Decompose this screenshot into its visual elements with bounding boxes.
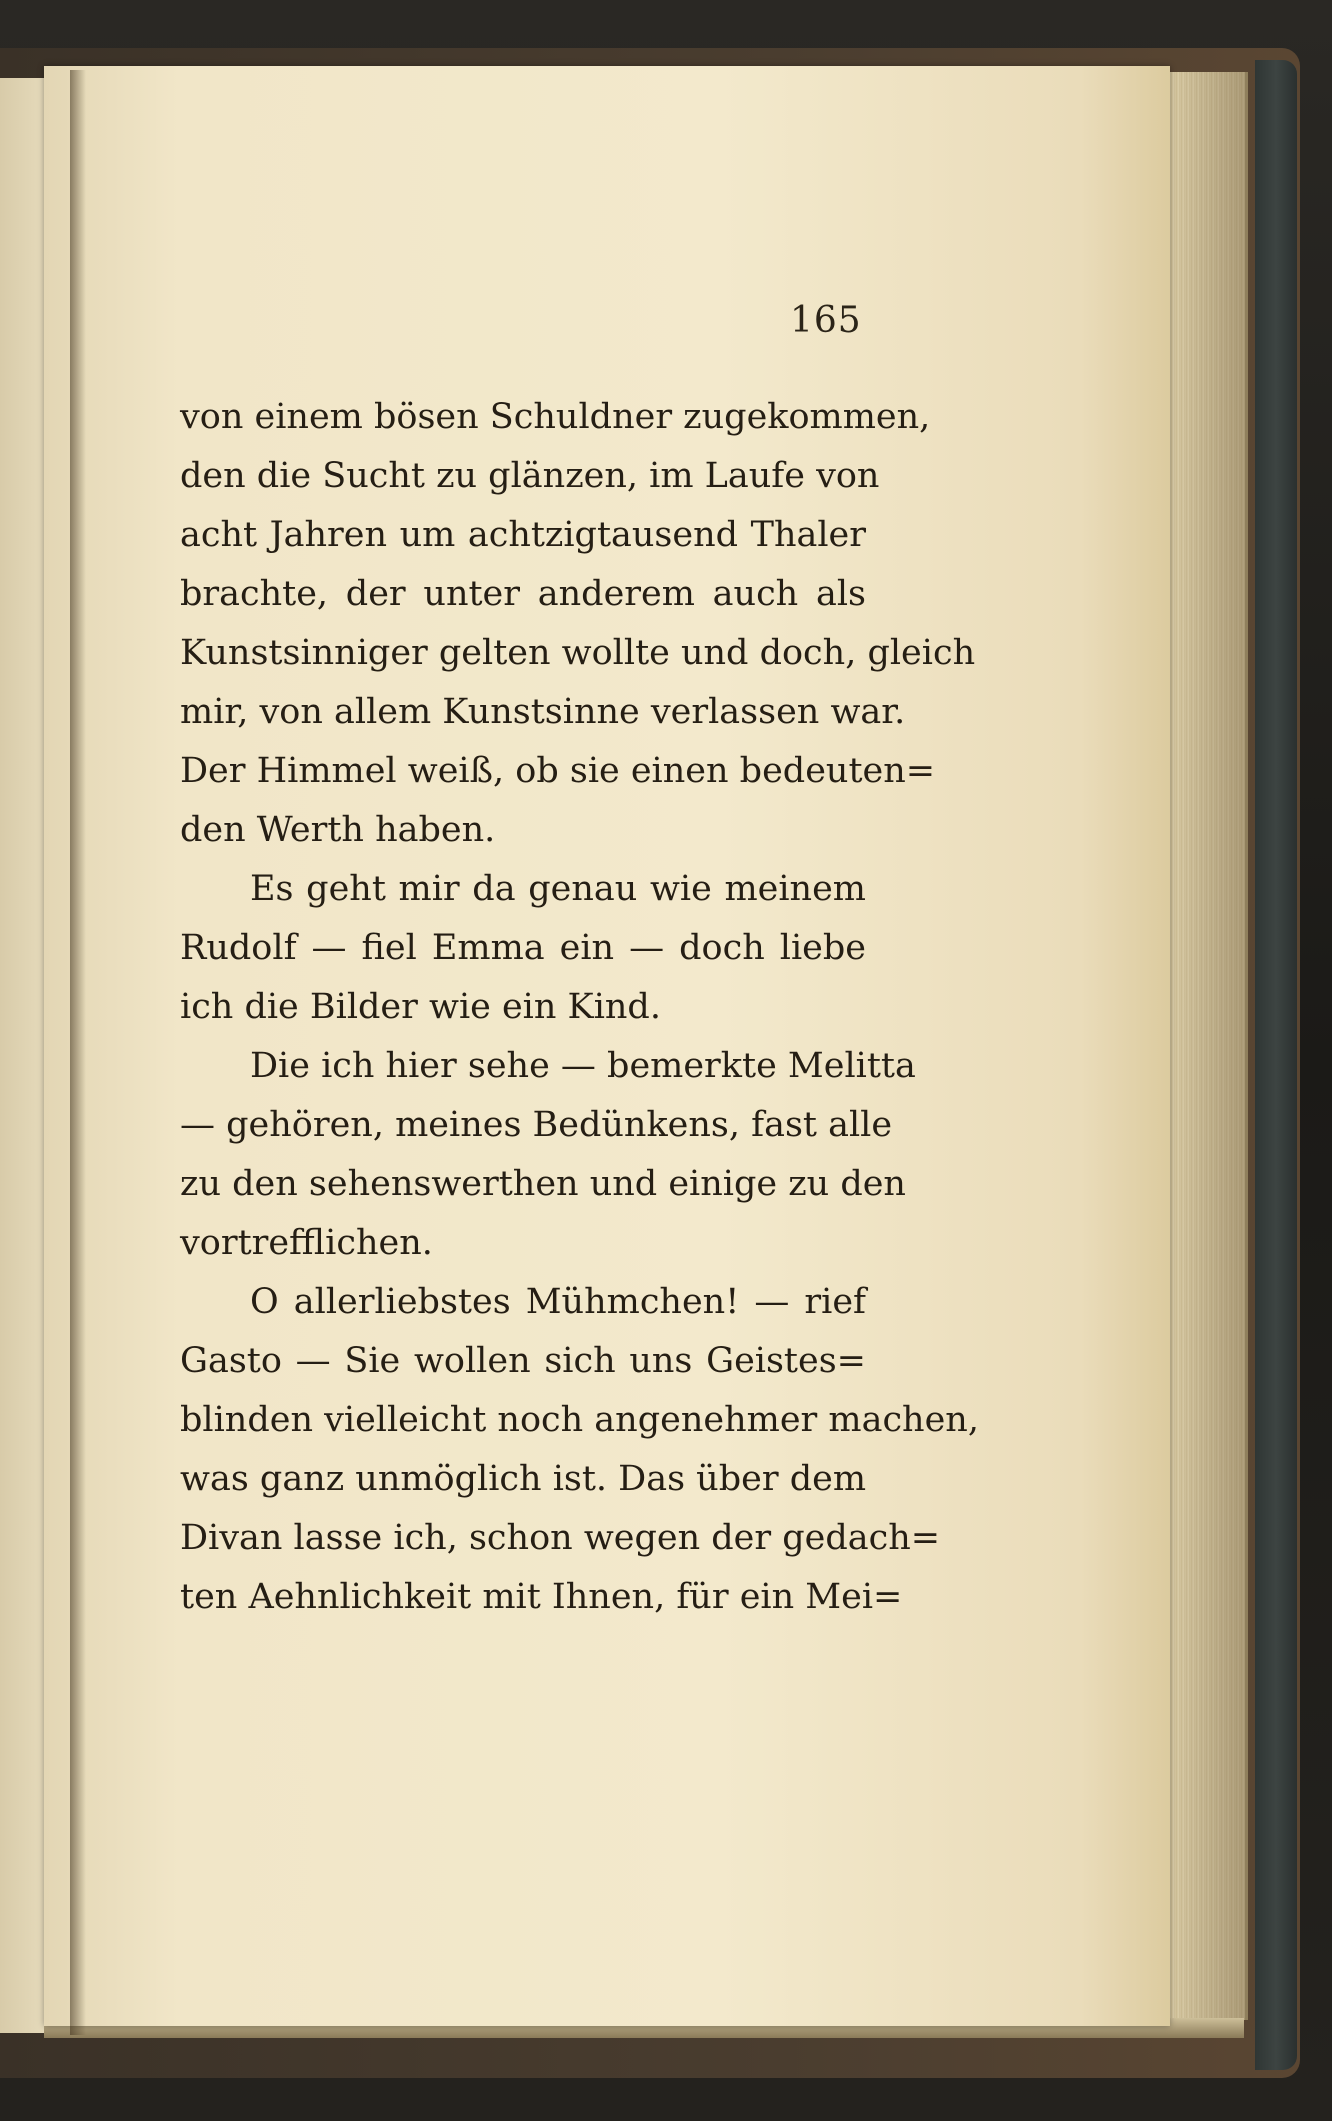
text-line: zu den sehenswerthen und einige zu den <box>180 1164 906 1204</box>
text-line: von einem bösen Schuldner zugekommen, <box>180 397 931 437</box>
text-line: mir, von allem Kunstsinne verlassen war. <box>180 692 906 732</box>
text-line: brachte, der unter anderem auch als <box>180 574 866 614</box>
text-line: Es geht mir da genau wie meinem <box>250 869 866 909</box>
text-line: Gasto — Sie wollen sich uns Geistes= <box>180 1341 866 1381</box>
text-line: den Werth haben. <box>180 810 496 850</box>
text-line: acht Jahren um achtzigtausend Thaler <box>180 515 866 555</box>
text-line: blinden vielleicht noch angenehmer machen, <box>180 1400 979 1440</box>
text-line: Der Himmel weiß, ob sie einen bedeuten= <box>180 751 936 791</box>
page-text <box>180 388 979 1627</box>
text-line: Kunstsinniger gelten wollte und doch, gleich <box>180 633 976 673</box>
text-line: den die Sucht zu glänzen, im Laufe von <box>180 456 880 496</box>
text-line: vortrefflichen. <box>180 1223 433 1263</box>
text-line: Divan lasse ich, schon wegen der gedach= <box>180 1518 941 1558</box>
gutter-shadow <box>70 70 86 2035</box>
text-line: ten Aehnlichkeit mit Ihnen, für ein Mei= <box>180 1577 903 1617</box>
text-line: was ganz unmöglich ist. Das über dem <box>180 1459 867 1499</box>
text-line: ich die Bilder wie ein Kind. <box>180 987 661 1027</box>
text-line: O allerliebstes Mühmchen! — rief <box>250 1282 866 1322</box>
text-line: — gehören, meines Bedünkens, fast alle <box>180 1105 893 1145</box>
book-spine-edge <box>1255 60 1297 2070</box>
text-line: Rudolf — fiel Emma ein — doch liebe <box>180 928 866 968</box>
text-line: Die ich hier sehe — bemerkte Melitta <box>250 1046 916 1086</box>
page-number: 165 <box>790 300 862 341</box>
